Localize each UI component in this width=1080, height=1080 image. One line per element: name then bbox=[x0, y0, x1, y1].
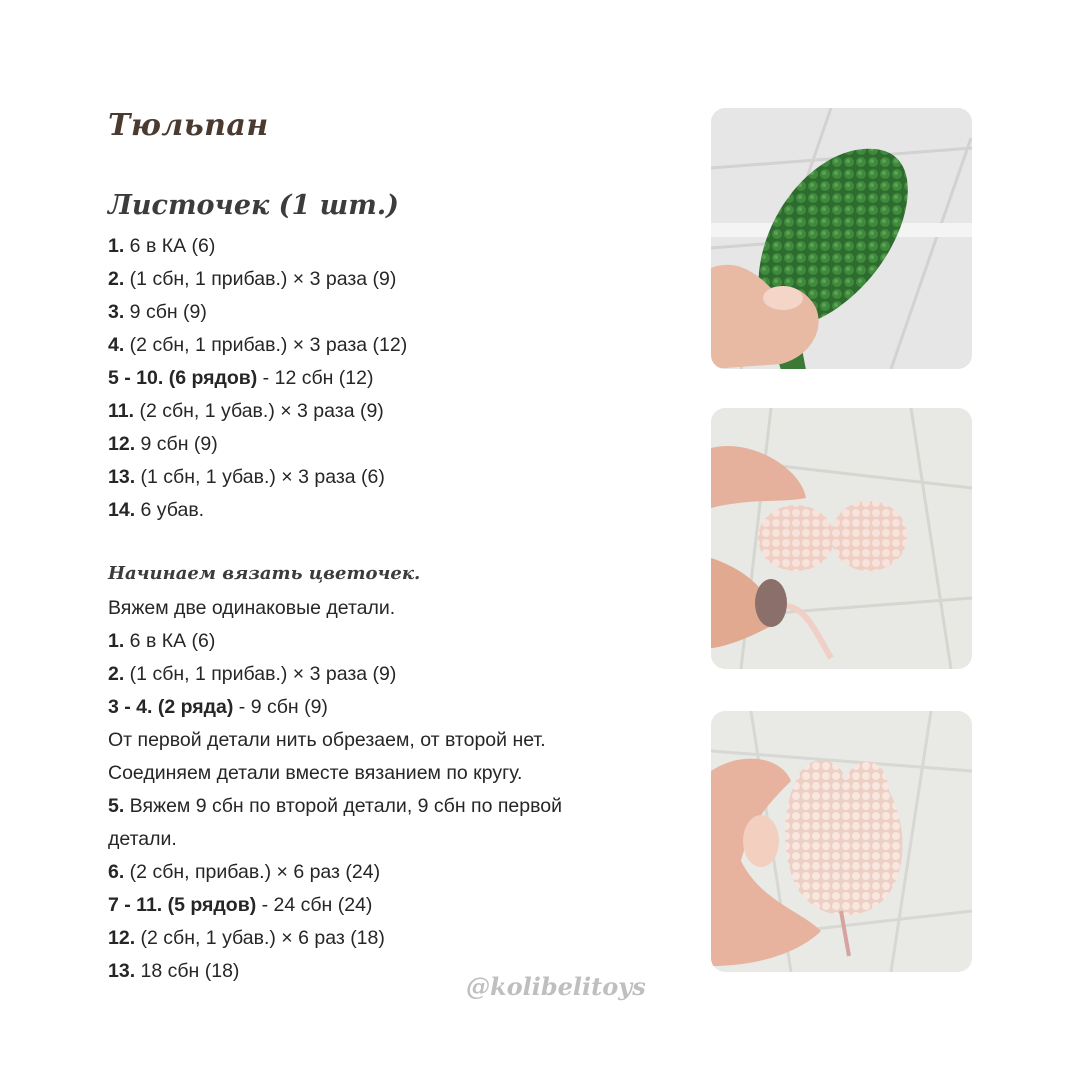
flower-steps-list bbox=[108, 592, 562, 988]
step-number: 12. bbox=[108, 927, 136, 949]
step-text: (1 сбн, 1 прибав.) × 3 раза (9) bbox=[124, 663, 397, 685]
step-line bbox=[108, 230, 407, 263]
step-text: 6 убав. bbox=[135, 499, 205, 521]
step-line bbox=[108, 757, 562, 790]
step-line bbox=[108, 625, 562, 658]
step-text: От первой детали нить обрезаем, от второй нет. bbox=[108, 729, 546, 751]
step-line bbox=[108, 263, 407, 296]
step-text: 18 сбн (18) bbox=[135, 960, 240, 982]
step-number: 3 - 4. (2 ряда) bbox=[108, 696, 234, 718]
step-number: 4. bbox=[108, 334, 125, 356]
leaf-steps-list bbox=[108, 230, 407, 527]
step-text: Вяжем 9 сбн по второй детали, 9 сбн по первой bbox=[124, 795, 562, 817]
step-text: (2 сбн, прибав.) × 6 раз (24) bbox=[124, 861, 381, 883]
flower-section-heading: Начинаем вязать цветочек. bbox=[108, 563, 421, 584]
green-leaf-photo bbox=[711, 108, 972, 369]
step-text: Соединяем детали вместе вязанием по кругу. bbox=[108, 762, 523, 784]
step-line bbox=[108, 790, 562, 823]
step-text: 9 сбн (9) bbox=[135, 433, 218, 455]
step-line bbox=[108, 592, 562, 625]
step-line bbox=[108, 823, 562, 856]
step-line bbox=[108, 856, 562, 889]
step-line bbox=[108, 922, 562, 955]
step-number: 1. bbox=[108, 630, 125, 652]
step-text: (2 сбн, 1 убав.) × 3 раза (9) bbox=[134, 400, 384, 422]
step-text: 9 сбн (9) bbox=[124, 301, 207, 323]
page-title: Тюльпан bbox=[108, 108, 269, 143]
step-number: 13. bbox=[108, 960, 136, 982]
step-line bbox=[108, 362, 407, 395]
step-text: (2 сбн, 1 прибав.) × 3 раза (12) bbox=[124, 334, 408, 356]
leaf-section-heading: Листочек (1 шт.) bbox=[108, 190, 399, 221]
pink-petal-parts-photo bbox=[711, 408, 972, 669]
step-text: (1 сбн, 1 убав.) × 3 раза (6) bbox=[135, 466, 385, 488]
step-text: - 24 сбн (24) bbox=[256, 894, 373, 916]
step-number: 2. bbox=[108, 268, 125, 290]
step-line bbox=[108, 428, 407, 461]
step-line bbox=[108, 494, 407, 527]
step-text: 6 в КА (6) bbox=[124, 235, 216, 257]
step-line bbox=[108, 691, 562, 724]
step-line bbox=[108, 296, 407, 329]
step-number: 12. bbox=[108, 433, 136, 455]
watermark: @kolibelitoys bbox=[466, 972, 646, 1001]
step-text: детали. bbox=[108, 828, 177, 850]
step-line bbox=[108, 724, 562, 757]
step-number: 1. bbox=[108, 235, 125, 257]
step-text: - 9 сбн (9) bbox=[233, 696, 328, 718]
step-number: 5 - 10. (6 рядов) bbox=[108, 367, 258, 389]
step-number: 13. bbox=[108, 466, 136, 488]
step-number: 2. bbox=[108, 663, 125, 685]
step-line bbox=[108, 461, 407, 494]
step-text: Вяжем две одинаковые детали. bbox=[108, 597, 396, 619]
step-line bbox=[108, 329, 407, 362]
step-line bbox=[108, 658, 562, 691]
step-line bbox=[108, 889, 562, 922]
step-number: 14. bbox=[108, 499, 136, 521]
step-text: (1 сбн, 1 прибав.) × 3 раза (9) bbox=[124, 268, 397, 290]
pink-tulip-bud-photo bbox=[711, 711, 972, 972]
step-text: - 12 сбн (12) bbox=[257, 367, 374, 389]
step-number: 7 - 11. (5 рядов) bbox=[108, 894, 257, 916]
step-number: 5. bbox=[108, 795, 125, 817]
step-number: 6. bbox=[108, 861, 125, 883]
step-number: 11. bbox=[108, 400, 135, 422]
step-text: 6 в КА (6) bbox=[124, 630, 216, 652]
step-number: 3. bbox=[108, 301, 125, 323]
step-line bbox=[108, 395, 407, 428]
step-text: (2 сбн, 1 убав.) × 6 раз (18) bbox=[135, 927, 385, 949]
